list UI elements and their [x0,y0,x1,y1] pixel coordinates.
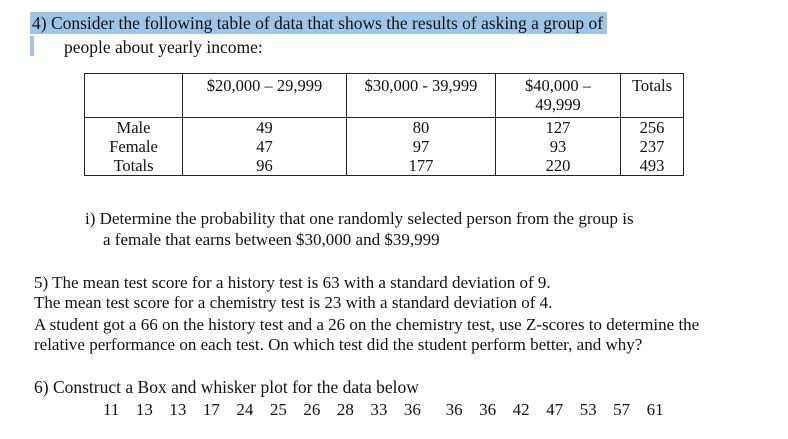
table-cell: 256 [621,118,684,138]
table-cell: 96 [183,156,347,176]
table-cell: 97 [347,137,496,156]
question-5-text-line2: The mean test score for a chemistry test is 23 with a standard deviation of 4. [34,293,553,312]
table-row [85,137,684,156]
table-row [85,156,684,176]
table-cell: 220 [496,156,621,176]
table-cell: 93 [496,137,621,156]
table-header-cell: $40,000 – 49,999 [496,74,621,118]
table-cell: 80 [347,118,496,138]
question-6-text: 6) Construct a Box and whisker plot for the data below [34,377,419,397]
table-header-cell: $30,000 - 39,999 [347,74,496,118]
table-cell: Female [85,137,183,156]
selection-highlight-marker [30,36,34,56]
table-cell: 177 [347,156,496,176]
question-4-text-highlighted: 4) Consider the following table of data that shows the results of asking a group of [30,12,607,34]
question-5-text-line3: A student got a 66 on the history test and a 26 on the chemistry test, use Z-scores to determine the [34,315,700,334]
table-header-cell: $20,000 – 29,999 [183,74,347,118]
table-cell: Male [85,118,183,138]
table-header-row [85,74,684,118]
question-5-text-line4: relative performance on each test. On which test did the student perform better, and why? [34,335,643,354]
table-header-cell [85,74,183,118]
question-4i-text-continued: a female that earns between $30,000 and $39,999 [103,230,440,249]
table-header-cell: Totals [621,74,684,118]
income-table [84,73,684,176]
question-4-text-continued: people about yearly income: [64,37,263,57]
table-cell: Totals [85,156,183,176]
table-cell: 237 [621,137,684,156]
question-6-data-values: 11 13 13 17 24 25 26 28 33 36 36 36 42 47 53 57 61 [103,400,664,419]
table-cell: 127 [496,118,621,138]
question-4i-text: i) Determine the probability that one randomly selected person from the group is [85,209,634,228]
question-5-text-line1: 5) The mean test score for a history test is 63 with a standard deviation of 9. [34,273,551,292]
table-cell: 47 [183,137,347,156]
table-cell: 49 [183,118,347,138]
table-cell: 493 [621,156,684,176]
table-row [85,118,684,138]
